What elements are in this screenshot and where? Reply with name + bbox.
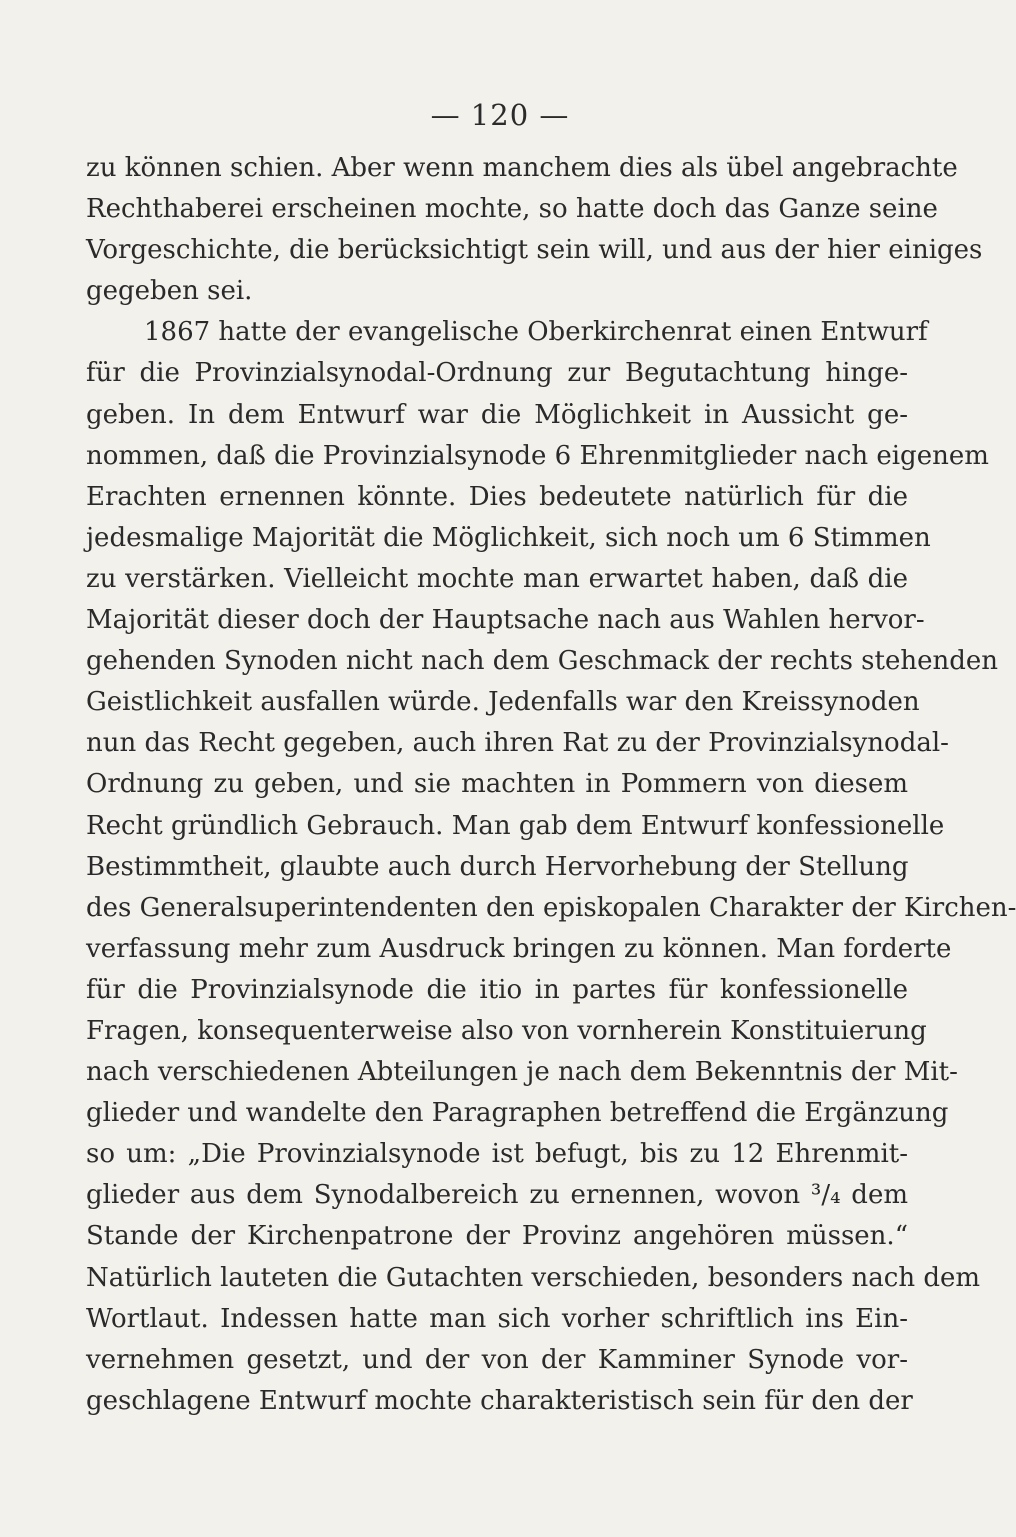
text-line: verfassung mehr zum Ausdruck bringen zu können. Man forderte bbox=[86, 933, 952, 964]
text-line: Geistlichkeit ausfallen würde. Jedenfalls war den Kreissynoden bbox=[86, 687, 920, 718]
text-line: Fragen, konsequenterweise also von vornherein Konstituierung bbox=[86, 1015, 927, 1046]
text-line: Stande der Kirchenpatrone der Provinz angehören müssen.“ bbox=[86, 1221, 908, 1252]
text-line: Bestimmtheit, glaubte auch durch Hervorhebung der Stellung bbox=[86, 851, 909, 882]
text-line: für die Provinzialsynode die itio in partes für konfessionelle bbox=[86, 974, 908, 1005]
text-line: glieder und wandelte den Paragraphen betreffend die Ergänzung bbox=[86, 1098, 949, 1129]
text-line: Rechthaberei erscheinen mochte, so hatte doch das Ganze seine bbox=[86, 194, 938, 225]
text-line: so um: „Die Provinzialsynode ist befugt, bis zu 12 Ehrenmit- bbox=[86, 1139, 908, 1170]
text-line: nommen, daß die Provinzialsynode 6 Ehrenmitglieder nach eigenem bbox=[86, 440, 989, 471]
text-line: nach verschiedenen Abteilungen je nach dem Bekenntnis der Mit- bbox=[86, 1057, 958, 1088]
text-line: zu können schien. Aber wenn manchem dies als übel angebrachte bbox=[86, 153, 958, 183]
text-line: des Generalsuperintendenten den episkopalen Charakter der Kirchen- bbox=[86, 892, 1016, 923]
text-line: geben. In dem Entwurf war die Möglichkeit in Aussicht ge- bbox=[86, 399, 908, 430]
text-line: Erachten ernennen könnte. Dies bedeutete natürlich für die bbox=[86, 481, 908, 512]
text-line: vernehmen gesetzt, und der von der Kamminer Synode vor- bbox=[86, 1344, 908, 1375]
text-line: zu verstärken. Vielleicht mochte man erwartet haben, daß die bbox=[86, 563, 908, 594]
text-line: Majorität dieser doch der Hauptsache nach aus Wahlen hervor- bbox=[86, 605, 925, 636]
text-line: glieder aus dem Synodalbereich zu ernennen, wovon ³/₄ dem bbox=[86, 1180, 908, 1211]
text-line: 1867 hatte der evangelische Oberkirchenrat einen Entwurf bbox=[144, 317, 928, 348]
text-line: geschlagene Entwurf mochte charakteristisch sein für den der bbox=[86, 1385, 913, 1416]
text-line: gegeben sei. bbox=[86, 276, 253, 307]
text-line: jedesmalige Majorität die Möglichkeit, sich noch um 6 Stimmen bbox=[86, 522, 931, 553]
text-line: Recht gründlich Gebrauch. Man gab dem Entwurf konfessionelle bbox=[86, 810, 945, 841]
text-line: gehenden Synoden nicht nach dem Geschmack der rechts stehenden bbox=[86, 646, 999, 677]
text-line: nun das Recht gegeben, auch ihren Rat zu der Provinzialsynodal- bbox=[86, 728, 949, 759]
text-line: Vorgeschichte, die berücksichtigt sein will, und aus der hier einiges bbox=[86, 235, 983, 266]
text-line: Ordnung zu geben, und sie machten in Pommern von diesem bbox=[86, 769, 908, 800]
body-text bbox=[86, 148, 1016, 1422]
text-line: Natürlich lauteten die Gutachten verschieden, besonders nach dem bbox=[86, 1262, 981, 1293]
page-number: — 120 — bbox=[430, 98, 570, 132]
text-line: für die Provinzialsynodal-Ordnung zur Begutachtung hinge- bbox=[86, 358, 908, 389]
text-line: Wortlaut. Indessen hatte man sich vorher schriftlich ins Ein- bbox=[86, 1303, 908, 1334]
